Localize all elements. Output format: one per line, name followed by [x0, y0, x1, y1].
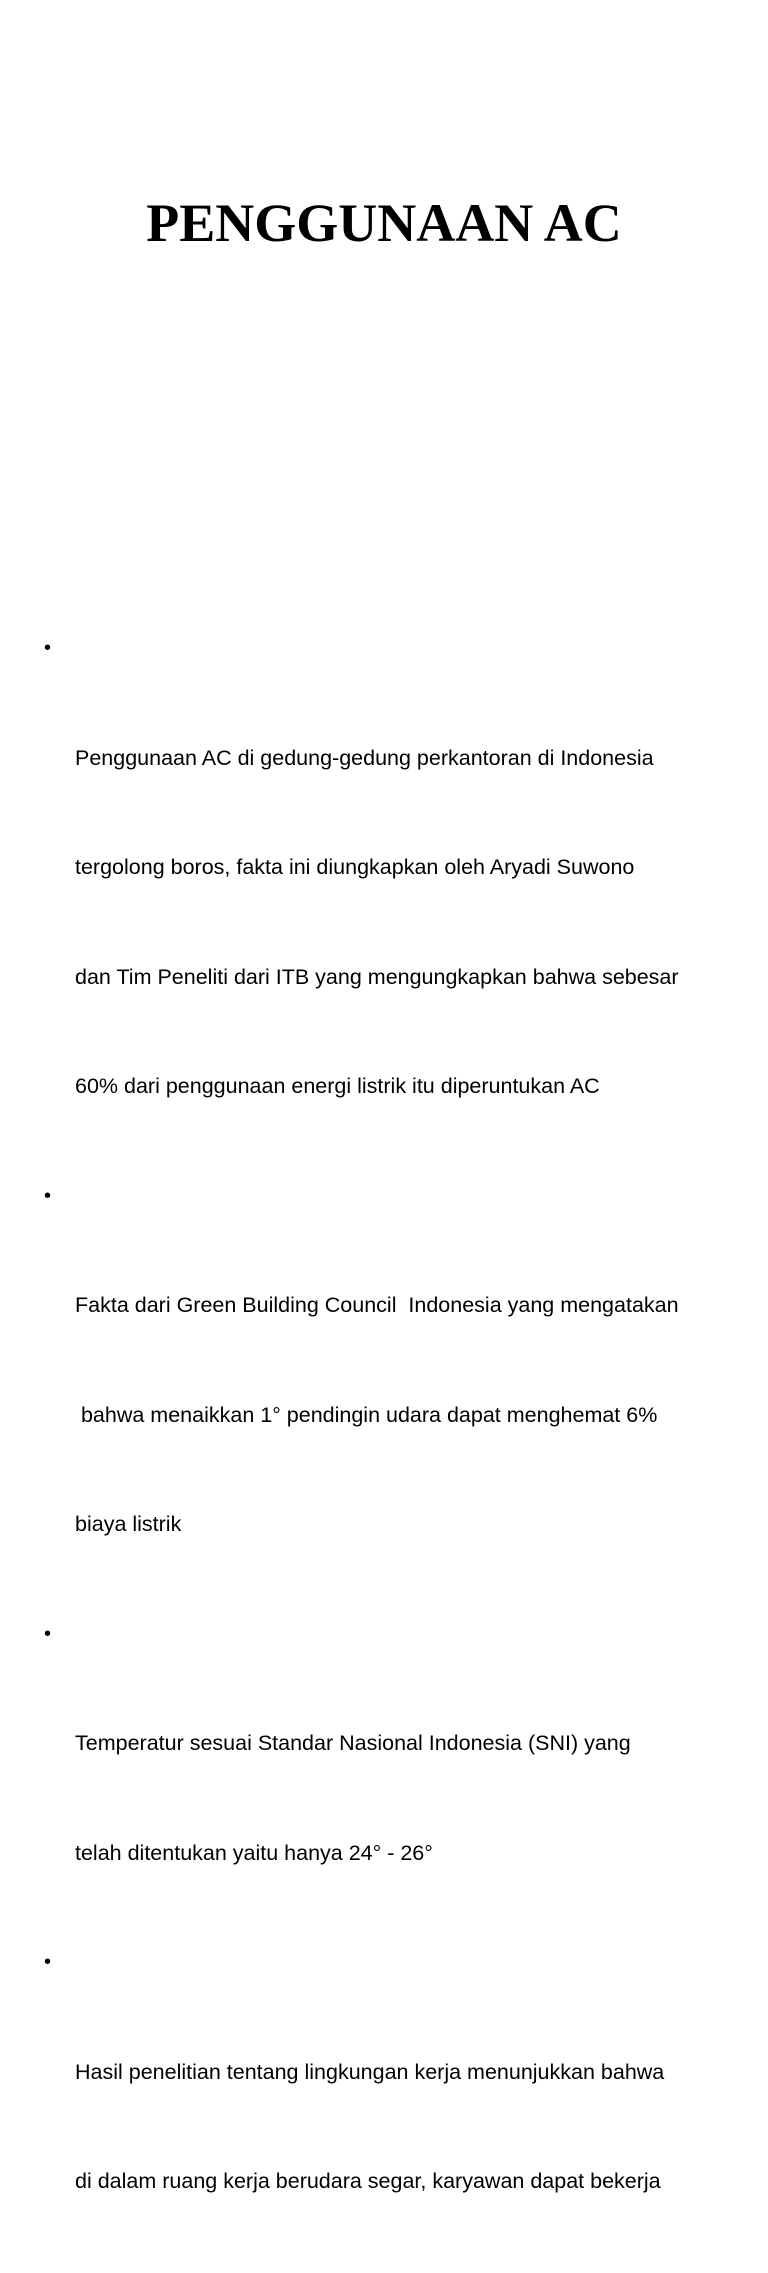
bullet-icon: •	[44, 1622, 52, 1645]
bullet-line: Hasil penelitian tentang lingkungan kerja menunjukkan bahwa	[75, 2059, 665, 2084]
bullet-icon: •	[44, 637, 52, 659]
bullet-list	[44, 630, 734, 2273]
bullet-icon: •	[44, 1951, 52, 1973]
slide-title: PENGGUNAAN AC	[146, 193, 622, 253]
bullet-line: 60% dari penggunaan energi listrik itu diperuntukan AC	[75, 1074, 600, 1098]
bullet-line: dan Tim Peneliti dari ITB yang mengungkapkan bahwa sebesar	[75, 964, 679, 989]
bullet-line: Temperatur sesuai Standar Nasional Indonesia (SNI) yang	[75, 1731, 631, 1755]
bullet-line: biaya listrik	[75, 1512, 182, 1536]
bullet-item	[44, 1944, 734, 2273]
bullet-icon: •	[44, 1184, 52, 1207]
bullet-line: Penggunaan AC di gedung-gedung perkantoran di Indonesia	[75, 745, 654, 770]
bullet-line: bahwa menaikkan 1° pendingin udara dapat menghemat 6%	[75, 1402, 658, 1427]
bullet-line: telah ditentukan yaitu hanya 24° - 26°	[75, 1840, 433, 1865]
bullet-line: di dalam ruang kerja berudara segar, karyawan dapat bekerja	[75, 2169, 661, 2193]
bullet-line: Fakta dari Green Building Council Indonesia yang mengatakan	[75, 1293, 679, 1317]
bullet-line: tergolong boros, fakta ini diungkapkan oleh Aryadi Suwono	[75, 855, 635, 879]
bullet-item	[44, 630, 734, 1178]
bullet-item	[44, 1616, 734, 1945]
bullet-item	[44, 1178, 734, 1616]
